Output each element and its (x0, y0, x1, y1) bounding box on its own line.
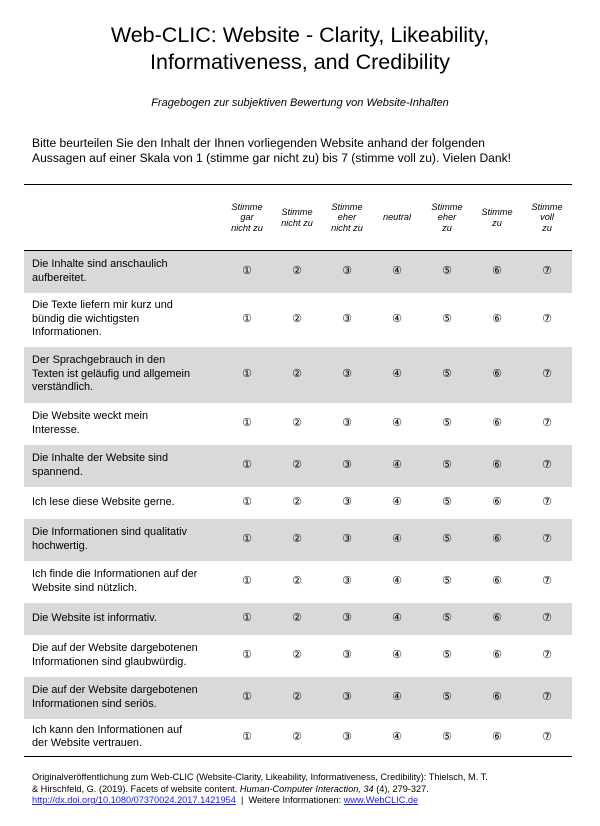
rating-option-2[interactable]: ② (292, 574, 302, 587)
item-statement-line: Die auf der Website dargebotenen (32, 642, 198, 655)
rating-option-4[interactable]: ④ (372, 519, 422, 561)
rating-option-5[interactable]: ⑤ (442, 312, 452, 325)
item-statement (24, 251, 222, 293)
item-row (24, 251, 572, 293)
rating-option-2[interactable]: ② (292, 312, 302, 325)
item-statement (24, 445, 222, 487)
scale-header-text: Stimme (431, 201, 463, 212)
rating-option-2[interactable]: ② (272, 519, 322, 561)
item-statement-line: Website sind nützlich. (32, 581, 138, 594)
instructions (32, 136, 577, 166)
footer-line-3 (32, 795, 572, 807)
item-statement (24, 635, 222, 677)
rating-option-7[interactable]: ⑦ (522, 347, 572, 403)
item-statement-line: Der Sprachgebrauch in den (32, 354, 166, 367)
item-statement-line: Die Website ist informativ. (32, 611, 157, 624)
rating-option-4[interactable]: ④ (372, 347, 422, 403)
item-statement-line: Informationen. (32, 326, 102, 339)
item-statement-line: hochwertig. (32, 539, 88, 552)
scale-header-text: eher (337, 212, 357, 223)
rating-option-2[interactable]: ② (272, 347, 322, 403)
rating-option-3[interactable]: ③ (342, 416, 352, 429)
item-statement-line: Interesse. (32, 423, 80, 436)
rating-option-2[interactable]: ② (292, 495, 302, 508)
rating-option-4[interactable]: ④ (392, 495, 402, 508)
rating-option-5[interactable]: ⑤ (422, 251, 472, 293)
scale-header-text: Stimme (281, 207, 313, 217)
rating-option-3[interactable]: ③ (322, 347, 372, 403)
item-row (24, 347, 572, 403)
scale-header-text: Stimme (481, 207, 513, 217)
instructions-line-1: Bitte beurteilen Sie den Inhalt der Ihnen vorliegenden Website anhand der folgenden (32, 136, 485, 150)
item-statement-line: der Website vertrauen. (32, 737, 142, 750)
scale-header-row (24, 185, 572, 251)
rating-option-6[interactable]: ⑥ (472, 347, 522, 403)
item-statement-line: spannend. (32, 465, 83, 478)
footer-separator: | Weitere Informationen: (235, 795, 344, 806)
scale-header-7 (522, 185, 572, 251)
item-statement (24, 561, 222, 603)
item-statement-line: Die Website weckt mein (32, 410, 149, 423)
title-line-1: Web-CLIC: Website - Clarity, Likeability, (110, 23, 490, 47)
item-statement-line: aufbereitet. (32, 271, 87, 284)
item-statement (24, 487, 222, 519)
item-statement-line: Ich lese diese Website gerne. (32, 495, 175, 508)
scale-header-text: zu (542, 222, 552, 233)
rating-option-1[interactable]: ① (222, 603, 272, 635)
rating-option-6[interactable]: ⑥ (492, 574, 502, 587)
webclic-link[interactable]: www.WebCLIC.de (343, 795, 419, 806)
item-row (24, 293, 572, 347)
item-statement (24, 519, 222, 561)
item-row (24, 677, 572, 719)
rating-option-4[interactable]: ④ (372, 603, 422, 635)
item-column-header (24, 185, 222, 251)
item-statement (24, 293, 222, 347)
item-statement (24, 347, 222, 403)
rating-option-5[interactable]: ⑤ (422, 519, 472, 561)
page-subtitle: Fragebogen zur subjektiven Bewertung von Website-Inhalten (151, 97, 449, 109)
rating-option-2[interactable]: ② (292, 648, 302, 661)
rating-option-6[interactable]: ⑥ (472, 677, 522, 719)
citation-footer (32, 772, 572, 807)
scale-header-1 (222, 185, 272, 251)
rating-table (24, 184, 572, 757)
rating-option-1[interactable]: ① (242, 574, 252, 587)
scale-header-text: Stimme (531, 201, 563, 212)
rating-option-2[interactable]: ② (272, 603, 322, 635)
rating-option-6[interactable]: ⑥ (492, 495, 502, 508)
rating-option-2[interactable]: ② (272, 677, 322, 719)
rating-option-6[interactable]: ⑥ (472, 251, 522, 293)
rating-option-7[interactable]: ⑦ (522, 519, 572, 561)
footer-line-2 (32, 784, 572, 796)
rating-option-3[interactable]: ③ (322, 519, 372, 561)
instructions-line-2: Aussagen auf einer Skala von 1 (stimme gar nicht zu) bis 7 (stimme voll zu). Vielen Dank! (32, 151, 512, 165)
rating-option-5[interactable]: ⑤ (422, 677, 472, 719)
item-statement (24, 403, 222, 445)
item-row (24, 487, 572, 519)
rating-option-4[interactable]: ④ (392, 416, 402, 429)
rating-option-7[interactable]: ⑦ (542, 495, 552, 508)
rating-option-6[interactable]: ⑥ (472, 519, 522, 561)
rating-option-4[interactable]: ④ (392, 312, 402, 325)
rating-option-6[interactable]: ⑥ (472, 445, 522, 487)
footer-line-1: Originalveröffentlichung zum Web-CLIC (Website-Clarity, Likeability, Informativeness, Credibility): Thielsch, M. T. (32, 772, 488, 782)
scale-header-text: zu (442, 222, 452, 233)
rating-option-1[interactable]: ① (222, 677, 272, 719)
scale-header-text: nicht zu (331, 222, 363, 233)
item-row (24, 603, 572, 635)
footer-authors: & Hirschfeld, G. (2019). Facets of website content. (32, 783, 240, 794)
item-statement-line: Die Inhalte sind anschaulich (32, 258, 168, 271)
rating-option-7[interactable]: ⑦ (522, 719, 572, 757)
scale-header-5 (422, 185, 472, 251)
rating-option-3[interactable]: ③ (322, 251, 372, 293)
rating-option-5[interactable]: ⑤ (422, 719, 472, 757)
item-statement-line: bündig die wichtigsten (32, 312, 140, 325)
rating-option-2[interactable]: ② (292, 416, 302, 429)
item-statement-line: Die Texte liefern mir kurz und (32, 299, 173, 312)
rating-option-5[interactable]: ⑤ (442, 574, 452, 587)
scale-header-6 (472, 185, 522, 251)
item-row (24, 719, 572, 757)
item-row (24, 561, 572, 603)
rating-option-2[interactable]: ② (272, 445, 322, 487)
rating-option-7[interactable]: ⑦ (542, 312, 552, 325)
item-statement (24, 719, 222, 757)
item-statement-line: Die Informationen sind qualitativ (32, 526, 187, 539)
rating-option-1[interactable]: ① (242, 648, 252, 661)
rating-option-7[interactable]: ⑦ (542, 648, 552, 661)
rating-option-1[interactable]: ① (242, 495, 252, 508)
rating-option-3[interactable]: ③ (322, 719, 372, 757)
scale-header-2 (272, 185, 322, 251)
rating-option-5[interactable]: ⑤ (442, 648, 452, 661)
rating-option-2[interactable]: ② (272, 251, 322, 293)
rating-option-5[interactable]: ⑤ (442, 495, 452, 508)
item-row (24, 635, 572, 677)
rating-option-7[interactable]: ⑦ (522, 251, 572, 293)
rating-option-3[interactable]: ③ (342, 312, 352, 325)
rating-option-4[interactable]: ④ (392, 648, 402, 661)
rating-option-5[interactable]: ⑤ (422, 603, 472, 635)
rating-option-3[interactable]: ③ (322, 445, 372, 487)
item-row (24, 445, 572, 487)
rating-option-1[interactable]: ① (242, 312, 252, 325)
scale-header-text: gar (240, 212, 254, 223)
rating-option-1[interactable]: ① (242, 416, 252, 429)
rating-option-5[interactable]: ⑤ (442, 416, 452, 429)
scale-header-3 (322, 185, 372, 251)
rating-option-6[interactable]: ⑥ (472, 603, 522, 635)
rating-option-6[interactable]: ⑥ (492, 648, 502, 661)
scale-header-text: Stimme (331, 201, 363, 212)
rating-option-4[interactable]: ④ (372, 677, 422, 719)
rating-option-4[interactable]: ④ (372, 719, 422, 757)
rating-option-1[interactable]: ① (222, 519, 272, 561)
scale-header-text: neutral (382, 212, 412, 223)
scale-header-text: zu (492, 217, 502, 228)
rating-option-5[interactable]: ⑤ (422, 445, 472, 487)
rating-option-3[interactable]: ③ (322, 677, 372, 719)
scale-header-text: eher (437, 212, 457, 223)
rating-option-1[interactable]: ① (222, 347, 272, 403)
item-statement-line: Die auf der Website dargebotenen (32, 684, 198, 697)
item-statement-line: Die Inhalte der Website sind (32, 452, 169, 465)
rating-option-6[interactable]: ⑥ (492, 416, 502, 429)
item-statement-line: verständlich. (32, 381, 94, 394)
rating-option-7[interactable]: ⑦ (542, 574, 552, 587)
scale-header-text: voll (540, 212, 554, 223)
item-statement-line: Ich finde die Informationen auf der (32, 568, 198, 581)
rating-option-4[interactable]: ④ (392, 574, 402, 587)
rating-option-7[interactable]: ⑦ (522, 677, 572, 719)
footer-journal: Human-Computer Interaction, 34 (239, 783, 374, 794)
doi-link[interactable]: http://dx.doi.org/10.1080/07370024.2017.1421954 (32, 795, 236, 806)
rating-option-4[interactable]: ④ (372, 445, 422, 487)
item-row (24, 519, 572, 561)
item-statement-line: Informationen sind seriös. (32, 697, 157, 710)
rating-option-6[interactable]: ⑥ (472, 719, 522, 757)
rating-option-6[interactable]: ⑥ (492, 312, 502, 325)
page-title (0, 22, 600, 76)
rating-option-7[interactable]: ⑦ (542, 416, 552, 429)
rating-option-3[interactable]: ③ (342, 495, 352, 508)
rating-option-7[interactable]: ⑦ (522, 445, 572, 487)
item-statement (24, 677, 222, 719)
rating-option-2[interactable]: ② (272, 719, 322, 757)
item-statement-line: Informationen sind glaubwürdig. (32, 655, 187, 668)
rating-option-5[interactable]: ⑤ (422, 347, 472, 403)
item-statement (24, 603, 222, 635)
item-statement-line: Texten ist geläufig und allgemein (32, 367, 191, 380)
rating-option-1[interactable]: ① (222, 719, 272, 757)
rating-option-7[interactable]: ⑦ (522, 603, 572, 635)
scale-header-text: nicht zu (281, 217, 313, 228)
title-line-2: Informativeness, and Credibility (150, 50, 450, 74)
rating-option-3[interactable]: ③ (342, 648, 352, 661)
item-row (24, 403, 572, 445)
scale-header-text: nicht zu (231, 222, 263, 233)
rating-option-3[interactable]: ③ (322, 603, 372, 635)
scale-header-4 (372, 185, 422, 251)
rating-option-4[interactable]: ④ (372, 251, 422, 293)
footer-volume: (4), 279-327. (373, 783, 429, 794)
rating-option-3[interactable]: ③ (342, 574, 352, 587)
items-body (24, 251, 572, 757)
scale-header-text: Stimme (231, 201, 263, 212)
item-statement-line: Ich kann den Informationen auf (32, 723, 183, 736)
rating-option-1[interactable]: ① (222, 251, 272, 293)
rating-option-1[interactable]: ① (222, 445, 272, 487)
